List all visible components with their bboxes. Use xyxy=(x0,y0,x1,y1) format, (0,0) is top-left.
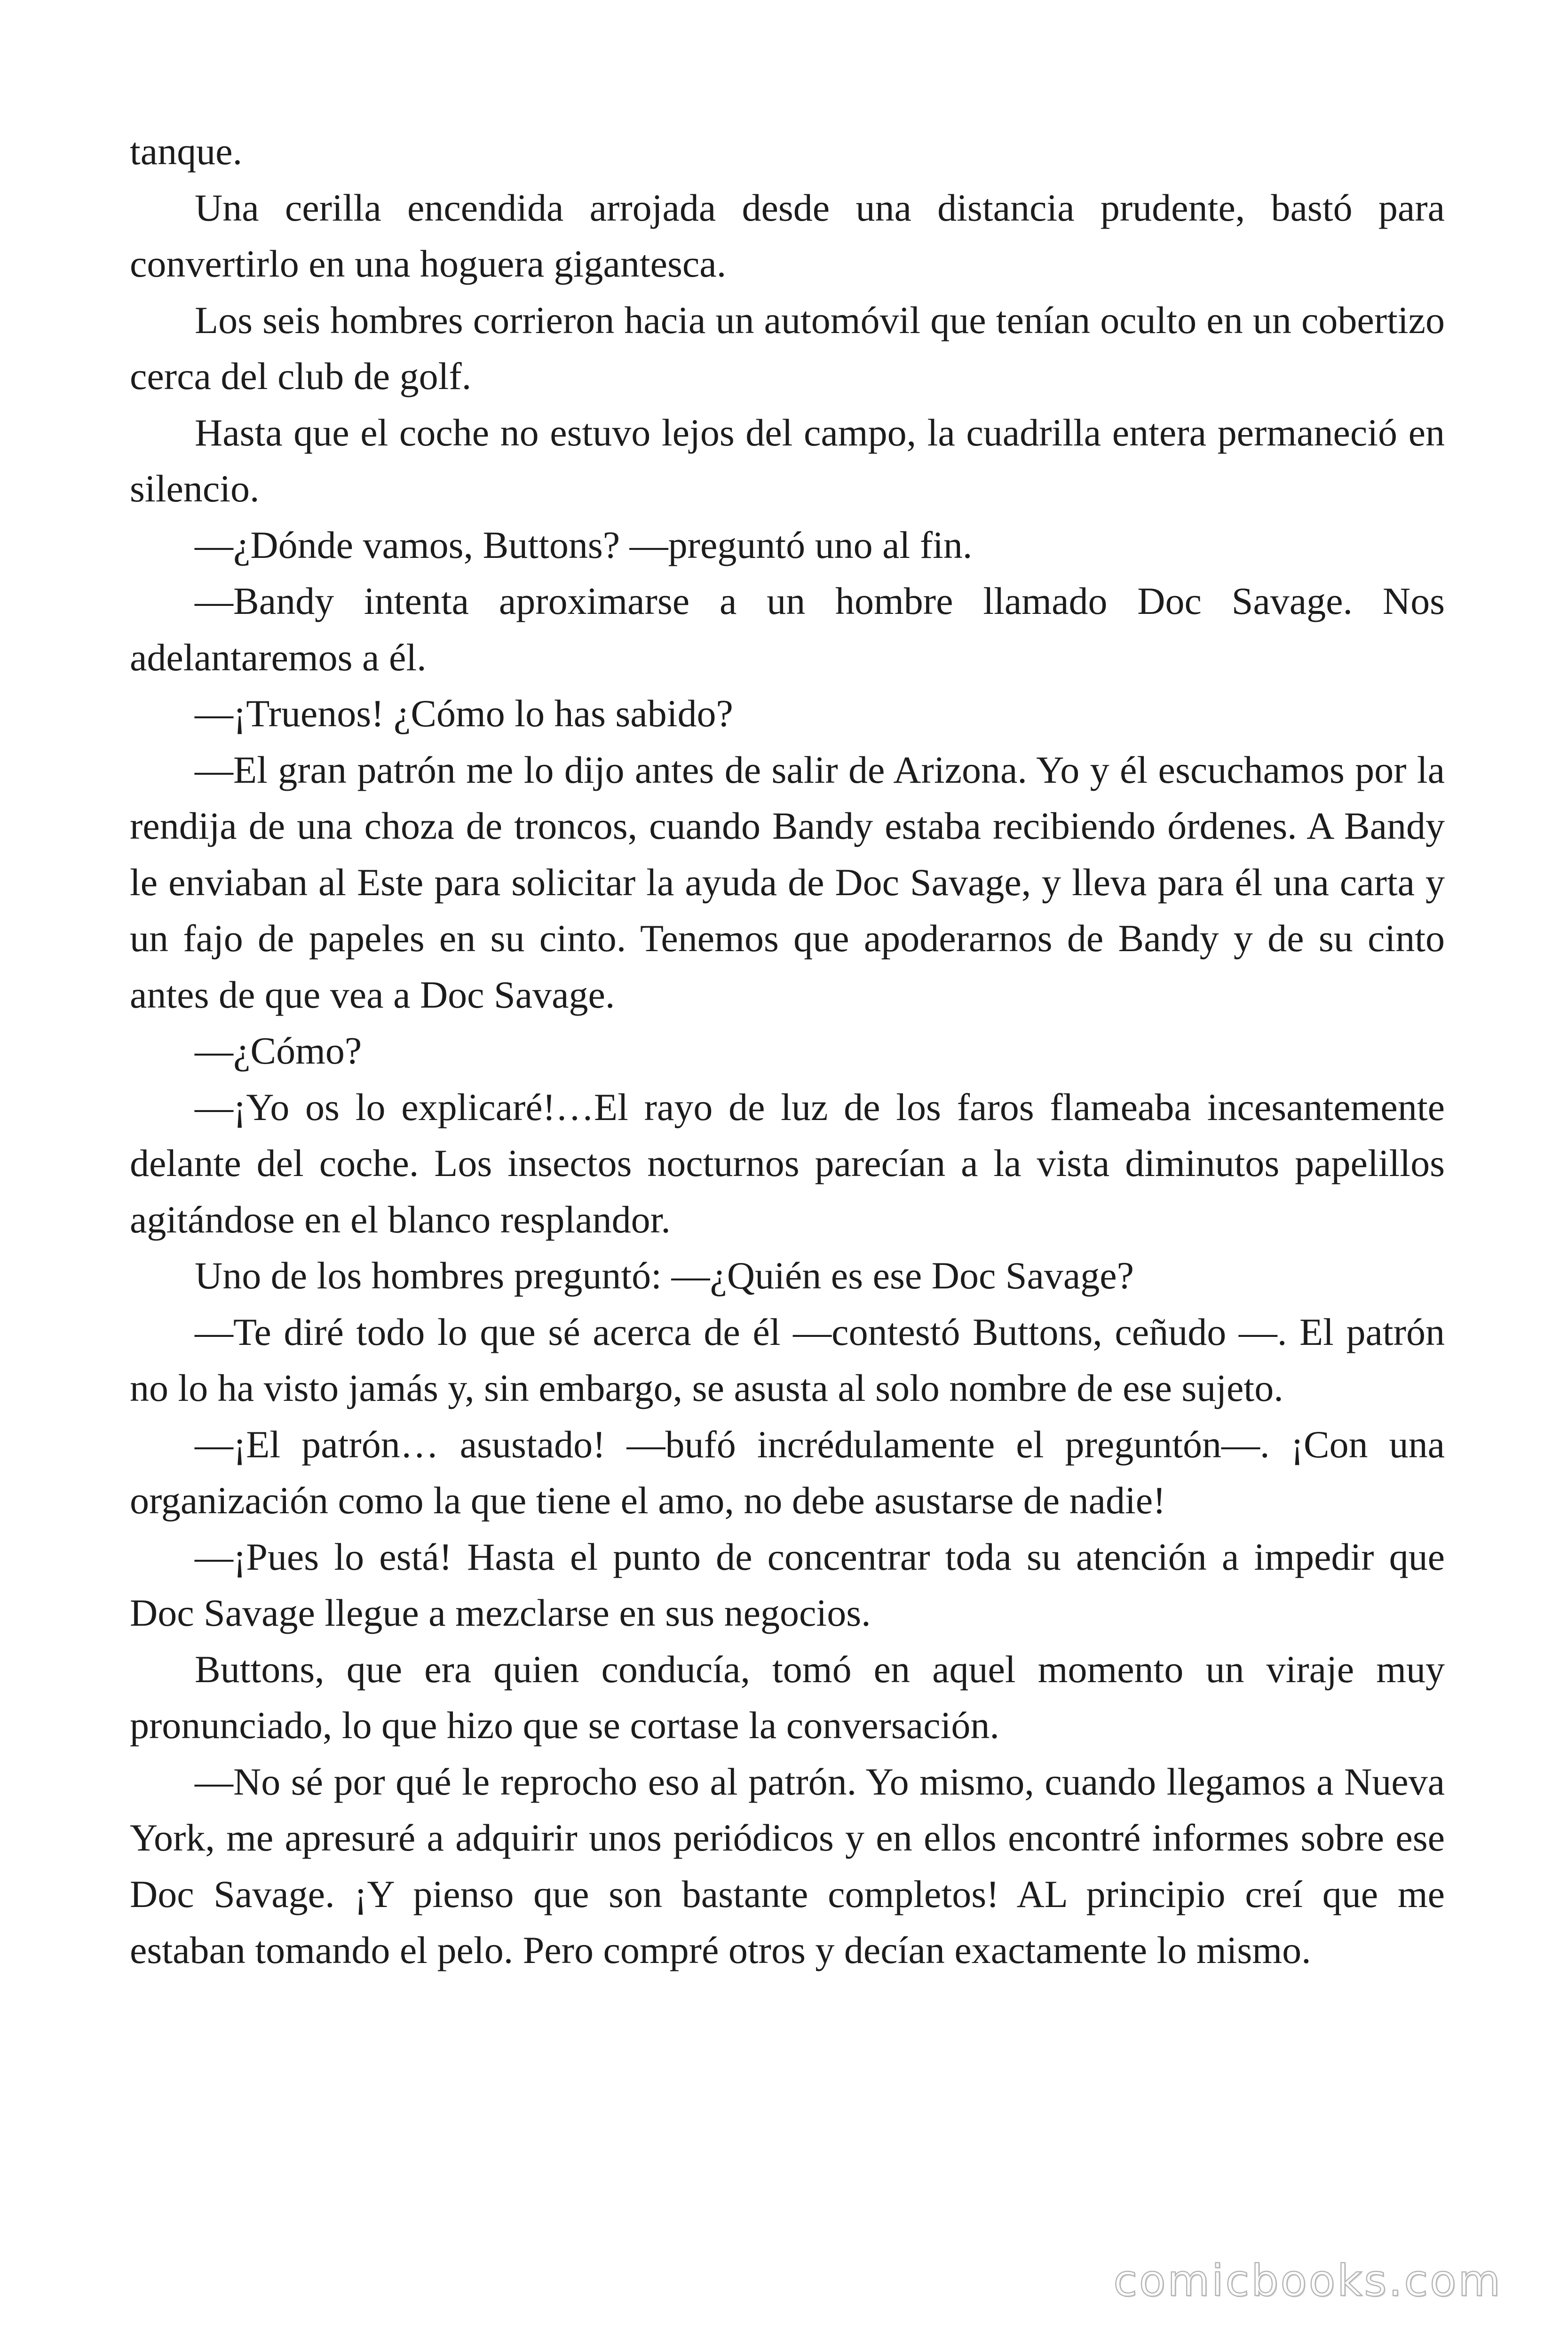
paragraph: Hasta que el coche no estuvo lejos del campo, la cuadrilla entera permaneció en silencio. xyxy=(130,411,1445,510)
dialogue-line: —¡El patrón… asustado! —bufó incrédulamente el preguntón—. ¡Con una organización como la que tiene el amo, no debe asustarse de nadie! xyxy=(130,1422,1445,1522)
dialogue-line: —¿Dónde vamos, Buttons? —preguntó uno al fin. xyxy=(195,523,973,566)
watermark-logo: comicbooks.com xyxy=(1113,2256,1502,2306)
page-body xyxy=(130,123,1445,1979)
dialogue-line: —Te diré todo lo que sé acerca de él —contestó Buttons, ceñudo —. El patrón no lo ha visto jamás y, sin embargo, se asusta al solo nombre de ese sujeto. xyxy=(130,1310,1445,1409)
dialogue-line: —¡Truenos! ¿Cómo lo has sabido? xyxy=(195,692,733,735)
paragraph: Uno de los hombres preguntó: —¿Quién es ese Doc Savage? xyxy=(195,1254,1134,1297)
paragraph: tanque. xyxy=(130,130,243,173)
dialogue-line: —No sé por qué le reprocho eso al patrón. Yo mismo, cuando llegamos a Nueva York, me apresuré a adquirir unos periódicos y en ellos encontré informes sobre ese Doc Savage. ¡Y pienso que son bastante completos! AL principio creí que me estaban tomando el pelo. Pero compré otros y decían exactamente lo mismo. xyxy=(130,1760,1445,1971)
dialogue-line: —¡Yo os lo explicaré!…El rayo de luz de los faros flameaba incesantemente delante del coche. Los insectos nocturnos parecían a la vista diminutos papelillos agitándose en el blanco resplandor. xyxy=(130,1085,1445,1241)
dialogue-line: —¡Pues lo está! Hasta el punto de concentrar toda su atención a impedir que Doc Savage llegue a mezclarse en sus negocios. xyxy=(130,1535,1445,1634)
dialogue-line: —El gran patrón me lo dijo antes de salir de Arizona. Yo y él escuchamos por la rendija de una choza de troncos, cuando Bandy estaba recibiendo órdenes. A Bandy le enviaban al Este para solicitar la ayuda de Doc Savage, y lleva para él una carta y un fajo de papeles en su cinto. Tenemos que apoderarnos de Bandy y de su cinto antes de que vea a Doc Savage. xyxy=(130,748,1445,1016)
dialogue-line: —Bandy intenta aproximarse a un hombre llamado Doc Savage. Nos adelantaremos a él. xyxy=(130,580,1445,679)
paragraph: Los seis hombres corrieron hacia un automóvil que tenían oculto en un cobertizo cerca del club de golf. xyxy=(130,298,1445,397)
paragraph: Una cerilla encendida arrojada desde una distancia prudente, bastó para convertirlo en una hoguera gigantesca. xyxy=(130,186,1445,285)
paragraph: Buttons, que era quien conducía, tomó en aquel momento un viraje muy pronunciado, lo que hizo que se cortase la conversación. xyxy=(130,1647,1445,1747)
dialogue-line: —¿Cómo? xyxy=(195,1029,362,1072)
